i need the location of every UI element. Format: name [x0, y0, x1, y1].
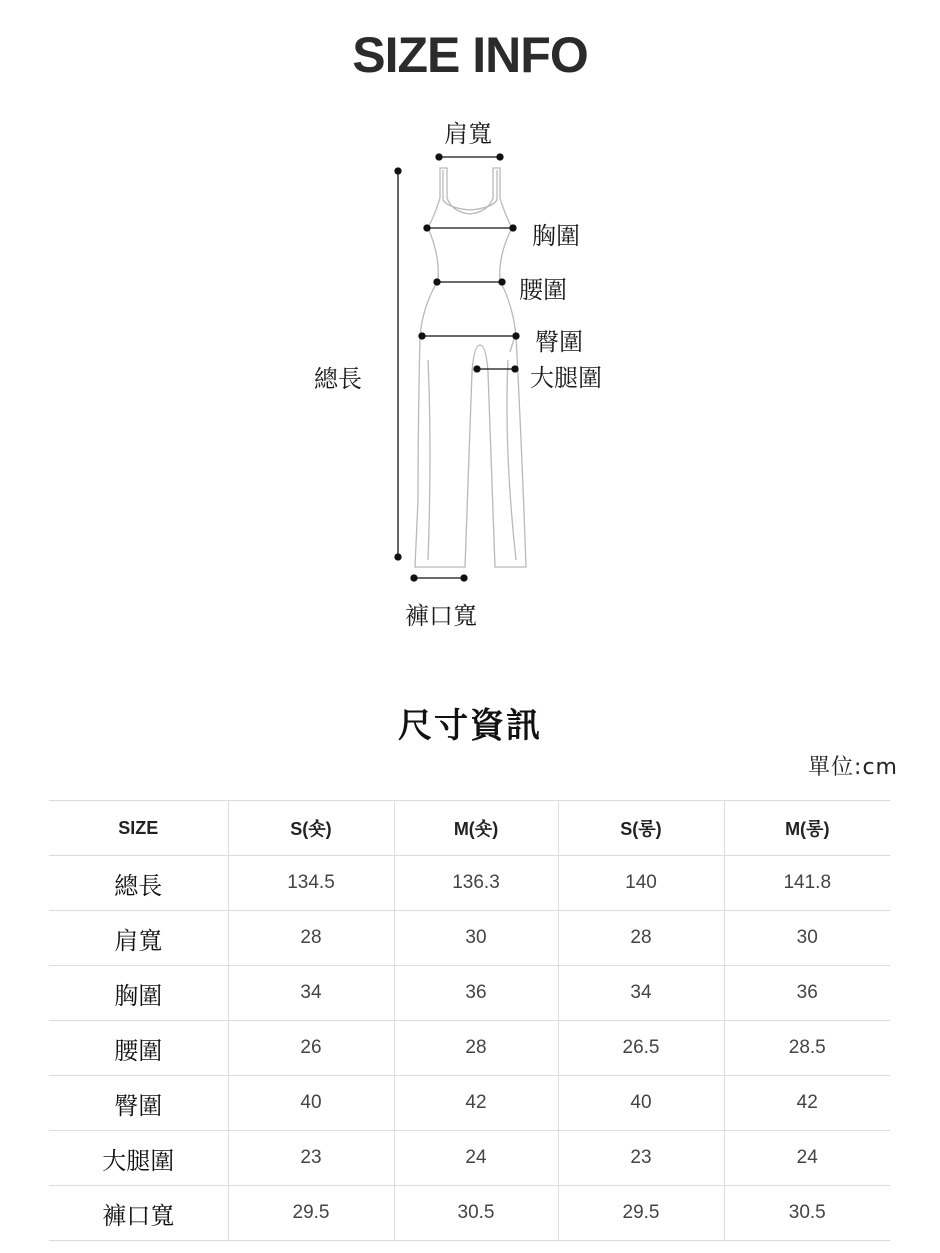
table-cell: 34 — [228, 966, 394, 1021]
row-label: 褲口寬 — [49, 1186, 228, 1241]
table-row — [49, 1021, 890, 1076]
table-row — [49, 856, 890, 911]
label-hem: 褲口寬 — [405, 602, 477, 630]
table-cell: 42 — [394, 1076, 558, 1131]
row-label: 肩寬 — [49, 911, 228, 966]
label-thigh: 大腿圍 — [530, 364, 602, 392]
row-label: 總長 — [49, 856, 228, 911]
table-cell: 28 — [228, 911, 394, 966]
table-cell: 24 — [394, 1131, 558, 1186]
table-cell: 26 — [228, 1021, 394, 1076]
table-cell: 24 — [724, 1131, 890, 1186]
table-cell: 30 — [724, 911, 890, 966]
column-header: SIZE — [49, 801, 228, 856]
table-cell: 28 — [558, 911, 724, 966]
label-chest: 胸圍 — [532, 222, 580, 250]
table-row — [49, 1186, 890, 1241]
table-cell: 36 — [394, 966, 558, 1021]
column-header: M(숏) — [394, 801, 558, 856]
table-cell: 23 — [228, 1131, 394, 1186]
table-cell: 26.5 — [558, 1021, 724, 1076]
label-total-length: 總長 — [314, 365, 362, 393]
table-cell: 30 — [394, 911, 558, 966]
table-cell: 36 — [724, 966, 890, 1021]
table-cell: 140 — [558, 856, 724, 911]
table-row — [49, 1076, 890, 1131]
column-header: M(롱) — [724, 801, 890, 856]
size-table — [49, 800, 890, 1241]
column-header: S(숏) — [228, 801, 394, 856]
unit-label: 單位:cm — [808, 755, 898, 780]
table-cell: 134.5 — [228, 856, 394, 911]
table-row — [49, 911, 890, 966]
table-row — [49, 1131, 890, 1186]
table-cell: 23 — [558, 1131, 724, 1186]
table-cell: 40 — [228, 1076, 394, 1131]
row-label: 大腿圍 — [49, 1131, 228, 1186]
size-section-title: 尺寸資訊 — [398, 706, 542, 746]
table-cell: 40 — [558, 1076, 724, 1131]
row-label: 胸圍 — [49, 966, 228, 1021]
label-waist: 腰圍 — [519, 276, 567, 304]
table-cell: 28.5 — [724, 1021, 890, 1076]
table-cell: 136.3 — [394, 856, 558, 911]
row-label: 臀圍 — [49, 1076, 228, 1131]
column-header: S(롱) — [558, 801, 724, 856]
table-cell: 29.5 — [558, 1186, 724, 1241]
table-cell: 28 — [394, 1021, 558, 1076]
table-cell: 141.8 — [724, 856, 890, 911]
page-title: SIZE INFO — [352, 27, 588, 83]
table-cell: 42 — [724, 1076, 890, 1131]
table-row — [49, 966, 890, 1021]
table-header-row — [49, 801, 890, 856]
row-label: 腰圍 — [49, 1021, 228, 1076]
label-shoulder: 肩寬 — [444, 120, 492, 148]
table-cell: 30.5 — [724, 1186, 890, 1241]
table-cell: 30.5 — [394, 1186, 558, 1241]
label-hip: 臀圍 — [535, 328, 583, 356]
table-cell: 34 — [558, 966, 724, 1021]
table-cell: 29.5 — [228, 1186, 394, 1241]
